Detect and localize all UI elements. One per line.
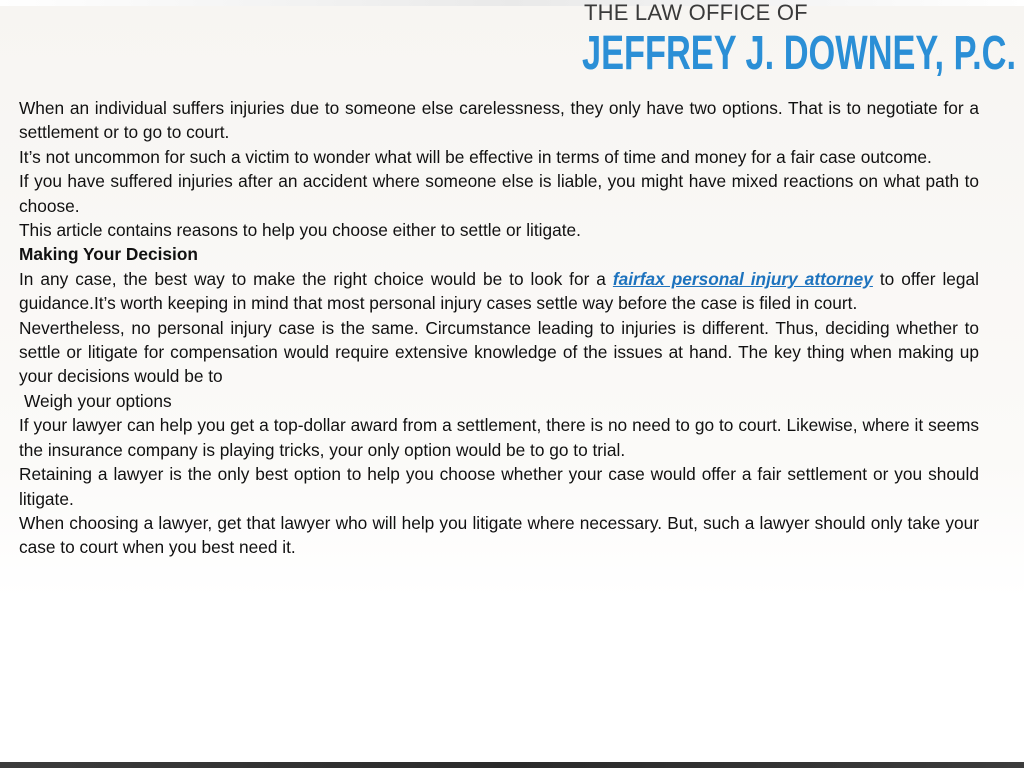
paragraph: Retaining a lawyer is the only best option to help you choose whether your case would offer a fair settlement or you should litigate. [19,464,979,509]
paragraph-with-link [19,267,979,316]
paragraph-text: In any case, the best way to make the right choice would be to look for a [19,268,613,289]
subheading: Weigh your options [24,390,172,411]
paragraph-text: to offer legal guidance.It’s worth keeping in mind that most personal injury cases settle way before the case is filed in court. [19,268,979,314]
logo-firm-name-text: JEFFREY J. DOWNEY, P.C. [582,27,1016,76]
paragraph: When choosing a lawyer, get that lawyer who will help you litigate where necessary. But, such a lawyer should only take your case to court when you best need it. [19,512,979,558]
logo-firm-name [582,26,1018,76]
paragraph: If your lawyer can help you get a top-dollar award from a settlement, there is no need to go to court. Likewise, where it seems the insurance company is playing tricks, your only option would be to go to trial. [19,415,979,460]
paragraph: When an individual suffers injuries due to someone else carelessness, they only have two options. That is to negotiate for a settlement or to go to court. [19,98,979,143]
law-office-logo [584,2,1020,78]
logo-subtitle: THE LAW OFFICE OF [584,0,808,25]
attorney-link[interactable]: fairfax personal injury attorney [612,268,873,289]
bottom-bar [0,762,1024,768]
paragraph: Nevertheless, no personal injury case is the same. Circumstance leading to injuries is different. Thus, deciding whether to settle or litigate for compensation would require extensive knowledge of the issues at hand. The key thing when making up your decisions would be to [19,317,979,387]
article-body [19,96,979,560]
section-heading: Making Your Decision [19,244,198,265]
paragraph: It’s not uncommon for such a victim to wonder what will be effective in terms of time and money for a fair case outcome. [19,146,932,167]
paragraph: If you have suffered injuries after an accident where someone else is liable, you might have mixed reactions on what path to choose. [19,171,979,216]
paragraph: This article contains reasons to help you choose either to settle or litigate. [19,220,581,241]
